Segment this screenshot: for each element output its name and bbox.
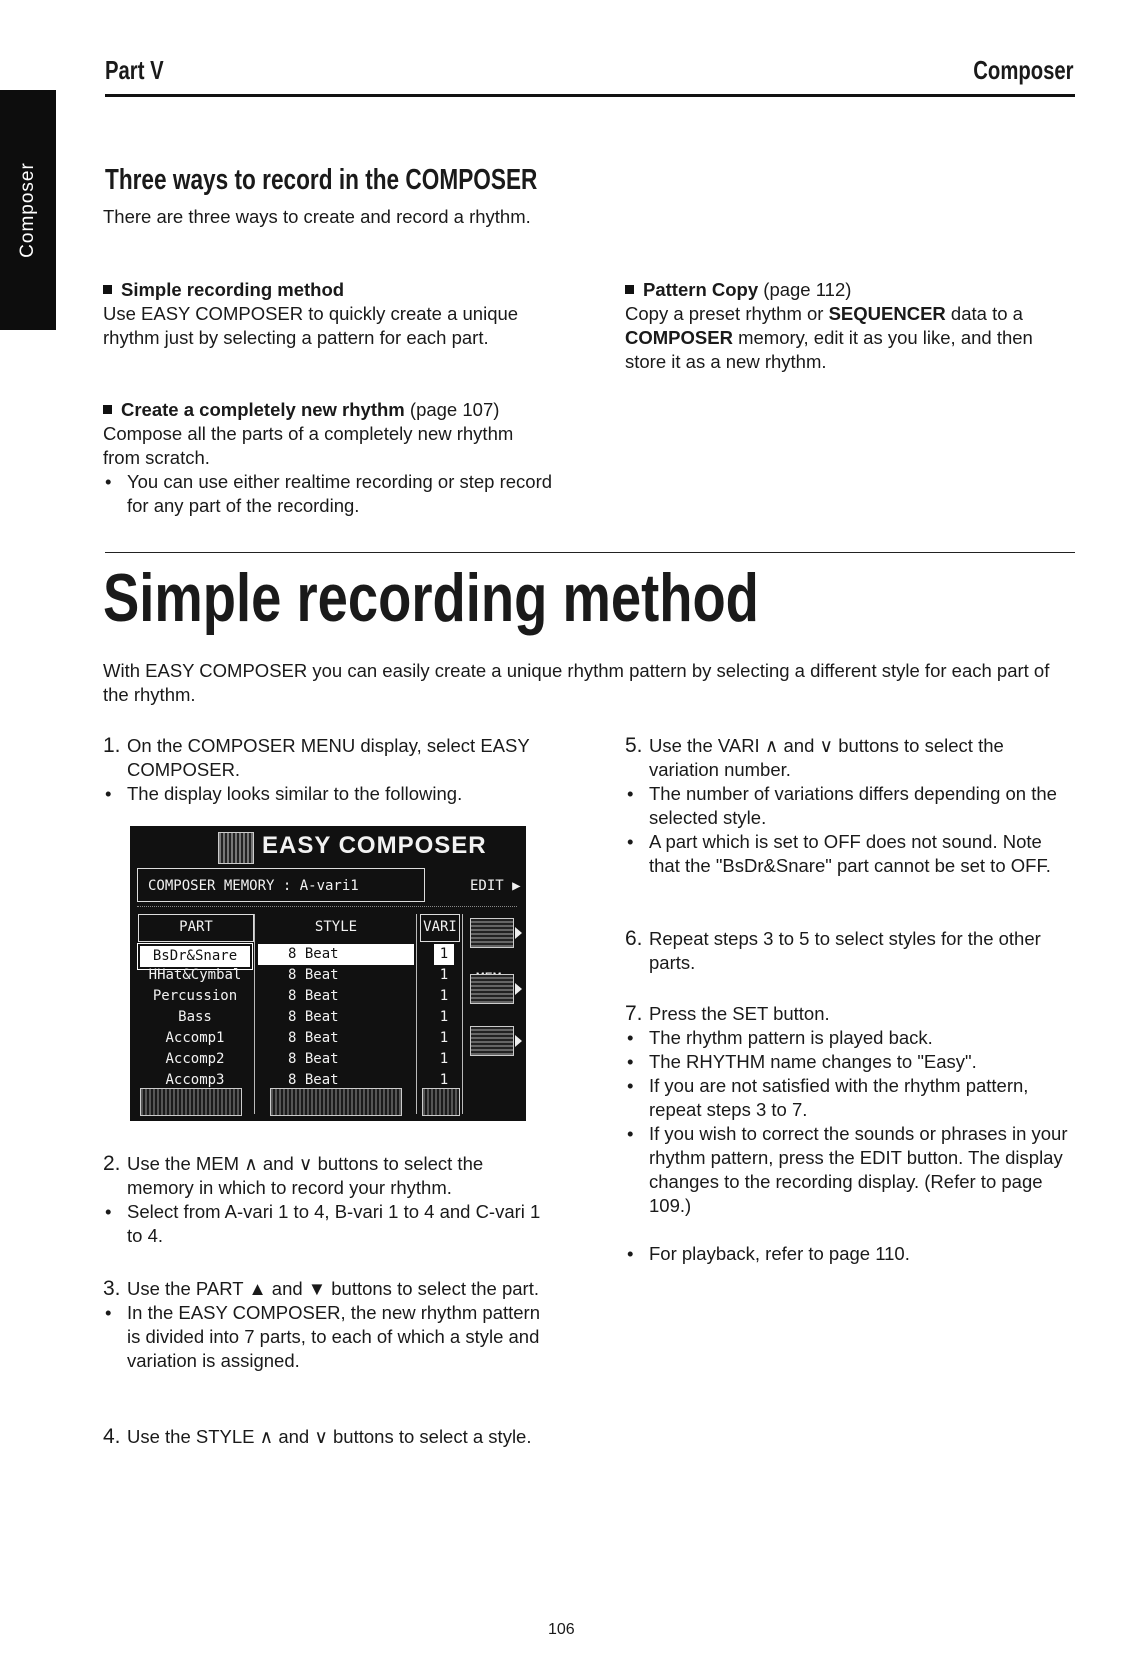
step-1-bullet: • The display looks similar to the following. bbox=[103, 782, 555, 806]
pattern-copy-block bbox=[625, 278, 1077, 374]
step-6: 6. Repeat steps 3 to 5 to select styles for the other parts. bbox=[625, 927, 1041, 973]
vari-scroll-button[interactable] bbox=[422, 1088, 460, 1116]
header-rule bbox=[105, 94, 1075, 97]
header-part: Part V bbox=[105, 55, 164, 85]
playback-note bbox=[625, 1242, 1077, 1266]
new-rhythm-body: Compose all the parts of a completely new rhythm from scratch. bbox=[103, 423, 514, 468]
step-5-bullet: • The number of variations differs depending on the selected style. bbox=[625, 782, 1077, 830]
easy-composer-icon bbox=[218, 832, 254, 864]
step-2: 2. Use the MEM ∧ and ∨ buttons to select the memory in which to record your rhythm. • Select from A-vari 1 to 4, B-vari 1 to 4 and C-vari 1 to 4. bbox=[103, 1152, 555, 1248]
style-scroll-button[interactable] bbox=[270, 1088, 402, 1116]
lcd-memory-box bbox=[137, 868, 425, 902]
mem-up-button[interactable] bbox=[470, 918, 514, 948]
lcd-col-part: PART bbox=[138, 914, 254, 942]
lcd-title: EASY COMPOSER bbox=[262, 832, 487, 859]
lcd-grid-line bbox=[462, 914, 463, 1114]
lcd-memory-text: COMPOSER MEMORY : A-vari1 bbox=[148, 878, 359, 894]
step-1: 1. On the COMPOSER MENU display, select EASY COMPOSER. • The display looks similar to the following. bbox=[103, 734, 555, 806]
step-3-bullet: • In the EASY COMPOSER, the new rhythm pattern is divided into 7 parts, to each of which a style and variation is assigned. bbox=[103, 1301, 555, 1373]
pattern-copy-body: Copy a preset rhythm or SEQUENCER data to a COMPOSER memory, edit it as you like, and then store it as a new rhythm. bbox=[625, 303, 1033, 372]
step-7-bullet: • The RHYTHM name changes to "Easy". bbox=[625, 1050, 1077, 1074]
square-bullet-icon bbox=[103, 405, 112, 414]
lcd-row[interactable]: Percussion 8 Beat 1 bbox=[152, 988, 449, 1004]
step-2-bullet: • Select from A-vari 1 to 4, B-vari 1 to 4 and C-vari 1 to 4. bbox=[103, 1200, 555, 1248]
lcd-divider bbox=[137, 906, 517, 907]
step-7: 7. Press the SET button. • The rhythm pattern is played back. • The RHYTHM name changes to "Easy". • If you are not satisfied with the rhythm pattern, repeat steps 3 to 7. • If you wish to correct the sounds or phrases in your rhythm pattern, press the EDIT button. The display changes to the recording display. (Refer to page 109.) bbox=[625, 1002, 1077, 1218]
step-5-bullet: • A part which is set to OFF does not sound. Note that the "BsDr&Snare" part cannot be set to OFF. bbox=[625, 830, 1077, 878]
new-rhythm-ref: (page 107) bbox=[404, 399, 500, 420]
side-tab-label: Composer bbox=[17, 162, 38, 258]
lcd-row[interactable]: Bass 8 Beat 1 bbox=[178, 1009, 449, 1025]
lcd-col-vari: VARI bbox=[420, 914, 460, 942]
step-4: 4. Use the STYLE ∧ and ∨ buttons to select a style. bbox=[103, 1425, 532, 1448]
ways-intro: There are three ways to create and record a rhythm. bbox=[103, 206, 531, 227]
step-7-bullet: • The rhythm pattern is played back. bbox=[625, 1026, 1077, 1050]
new-rhythm-bullet: • You can use either realtime recording or step record for any part of the recording. bbox=[103, 470, 555, 518]
simple-method-block bbox=[103, 278, 555, 350]
new-rhythm-block bbox=[103, 398, 555, 518]
lcd-display bbox=[130, 826, 526, 1121]
header-section: Composer bbox=[973, 55, 1074, 85]
step-7-bullet: • If you wish to correct the sounds or phrases in your rhythm pattern, press the EDIT button. The display changes to the recording display. (Refer to page 109.) bbox=[625, 1122, 1077, 1218]
lcd-row[interactable]: Accomp1 8 Beat 1 bbox=[165, 1030, 449, 1046]
lcd-row[interactable]: Accomp2 8 Beat 1 bbox=[165, 1051, 449, 1067]
lcd-row[interactable]: Accomp3 8 Beat 1 bbox=[165, 1072, 449, 1088]
step-3: 3. Use the PART ▲ and ▼ buttons to select the part. • In the EASY COMPOSER, the new rhythm pattern is divided into 7 parts, to each of which a style and variation is assigned. bbox=[103, 1277, 555, 1373]
simple-method-title: Simple recording method bbox=[121, 279, 345, 300]
simple-method-body: Use EASY COMPOSER to quickly create a unique rhythm just by selecting a pattern for each part. bbox=[103, 303, 519, 348]
section-title: Simple recording method bbox=[103, 560, 759, 636]
pattern-copy-title: Pattern Copy bbox=[643, 279, 759, 300]
part-scroll-button[interactable] bbox=[140, 1088, 242, 1116]
playback-bullet: • For playback, refer to page 110. bbox=[625, 1242, 1077, 1266]
lcd-edit-button[interactable]: EDIT ▶ bbox=[470, 878, 521, 894]
square-bullet-icon bbox=[625, 285, 634, 294]
set-button[interactable] bbox=[470, 1026, 514, 1056]
mem-down-button[interactable] bbox=[470, 974, 514, 1004]
square-bullet-icon bbox=[103, 285, 112, 294]
step-7-bullet: • If you are not satisfied with the rhythm pattern, repeat steps 3 to 7. bbox=[625, 1074, 1077, 1122]
lcd-row[interactable]: BsDr&Snare 8 Beat 1 bbox=[138, 944, 458, 965]
new-rhythm-title: Create a completely new rhythm bbox=[121, 399, 405, 420]
lcd-row[interactable]: HHat&Cymbal 8 Beat 1 bbox=[148, 967, 449, 983]
page-number: 106 bbox=[548, 1621, 575, 1638]
ways-heading: Three ways to record in the COMPOSER bbox=[105, 164, 538, 196]
lcd-col-style: STYLE bbox=[314, 919, 358, 935]
section-intro: With EASY COMPOSER you can easily create a unique rhythm pattern by selecting a different style for each part of the rhythm. bbox=[103, 660, 1050, 705]
side-tab bbox=[0, 90, 56, 330]
section-rule bbox=[105, 552, 1075, 553]
step-5: 5. Use the VARI ∧ and ∨ buttons to select the variation number. • The number of variations differs depending on the selected style. • A part which is set to OFF does not sound. Note that the "BsDr&Snare" part cannot be set to OFF. bbox=[625, 734, 1077, 878]
pattern-copy-ref: (page 112) bbox=[758, 279, 852, 300]
